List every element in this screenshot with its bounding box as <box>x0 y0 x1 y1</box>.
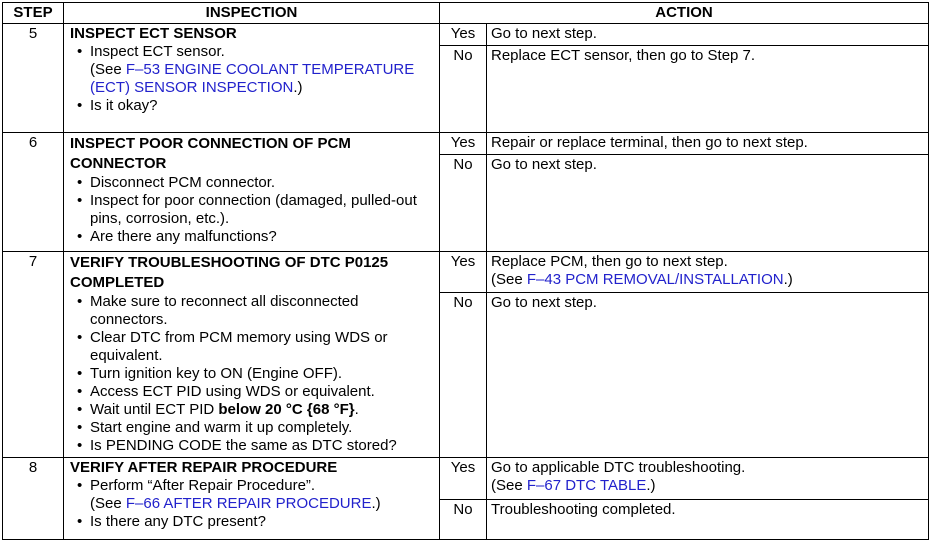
reference-suffix: .) <box>783 271 793 288</box>
step-number: 7 <box>3 252 64 458</box>
reference-link[interactable]: F–53 ENGINE COOLANT TEMPERATURE (ECT) SENSOR INSPECTION <box>90 61 415 96</box>
list-item: • Turn ignition key to ON (Engine OFF). <box>90 365 435 383</box>
header-step: STEP <box>3 3 64 24</box>
inspection-cell <box>64 24 440 133</box>
list-item: • Perform “After Repair Procedure”. <box>90 477 435 495</box>
inspection-title: VERIFY AFTER REPAIR PROCEDURE <box>70 459 338 476</box>
table-row <box>3 252 929 293</box>
list-item: • Is PENDING CODE the same as DTC stored? <box>90 437 435 455</box>
no-action: Go to next step. <box>487 293 929 458</box>
header-action: ACTION <box>440 3 929 24</box>
list-item: • Inspect for poor connection (damaged, pulled-out pins, corrosion, etc.). <box>90 192 435 228</box>
no-action: Troubleshooting completed. <box>487 500 929 540</box>
yes-label: Yes <box>440 133 487 155</box>
inspection-cell <box>64 133 440 252</box>
inspection-list <box>70 174 435 246</box>
inspection-title: INSPECT POOR CONNECTION OF PCM CONNECTOR <box>70 135 351 172</box>
reference-link[interactable]: F–67 DTC TABLE <box>526 477 647 494</box>
reference-suffix: .) <box>646 477 656 494</box>
inspection-list <box>70 293 435 455</box>
inspection-cell <box>64 252 440 458</box>
list-item: • Clear DTC from PCM memory using WDS or equivalent. <box>90 329 435 365</box>
inspection-title: VERIFY TROUBLESHOOTING OF DTC P0125 COMPLETED <box>70 254 389 291</box>
no-action: Replace ECT sensor, then go to Step 7. <box>487 46 929 133</box>
inspection-list <box>70 43 435 61</box>
reference-line <box>70 61 435 97</box>
yes-action: Go to applicable DTC troubleshooting. <box>491 459 746 476</box>
reference-line <box>491 271 924 289</box>
reference-suffix: .) <box>293 79 303 96</box>
yes-label: Yes <box>440 458 487 500</box>
reference-link[interactable]: F–43 PCM REMOVAL/INSTALLATION <box>526 271 784 288</box>
header-row <box>3 3 929 24</box>
inspection-list <box>70 513 435 531</box>
reference-prefix: (See <box>90 61 126 78</box>
list-item: • Inspect ECT sensor. <box>90 43 435 61</box>
reference-line <box>70 495 435 513</box>
reference-suffix: .) <box>371 495 381 512</box>
yes-action: Go to next step. <box>487 24 929 46</box>
no-label: No <box>440 46 487 133</box>
inspection-list <box>70 477 435 495</box>
step-number: 5 <box>3 24 64 133</box>
yes-action-cell <box>487 252 929 293</box>
table-row <box>3 24 929 46</box>
list-item: • Are there any malfunctions? <box>90 228 435 246</box>
list-item-emphasis: below 20 °C {68 °F} <box>218 401 355 418</box>
inspection-list <box>70 97 435 115</box>
troubleshooting-table <box>2 2 929 540</box>
yes-label: Yes <box>440 252 487 293</box>
yes-label: Yes <box>440 24 487 46</box>
list-item: • Access ECT PID using WDS or equivalent. <box>90 383 435 401</box>
list-item: • Is it okay? <box>90 97 435 115</box>
list-item-text: . <box>354 401 359 418</box>
reference-prefix: (See <box>491 271 527 288</box>
list-item: • Start engine and warm it up completely. <box>90 419 435 437</box>
yes-action: Replace PCM, then go to next step. <box>491 253 728 270</box>
reference-link[interactable]: F–66 AFTER REPAIR PROCEDURE <box>125 495 372 512</box>
list-item: • Make sure to reconnect all disconnected connectors. <box>90 293 435 329</box>
reference-prefix: (See <box>90 495 126 512</box>
inspection-title: INSPECT ECT SENSOR <box>70 25 237 42</box>
list-item <box>90 401 435 419</box>
header-inspection: INSPECTION <box>64 3 440 24</box>
step-number: 6 <box>3 133 64 252</box>
list-item: • Is there any DTC present? <box>90 513 435 531</box>
table-row <box>3 458 929 500</box>
yes-action: Repair or replace terminal, then go to next step. <box>487 133 929 155</box>
inspection-cell <box>64 458 440 540</box>
no-action: Go to next step. <box>487 155 929 252</box>
reference-prefix: (See <box>491 477 527 494</box>
list-item: • Disconnect PCM connector. <box>90 174 435 192</box>
yes-action-cell <box>487 458 929 500</box>
no-label: No <box>440 500 487 540</box>
no-label: No <box>440 293 487 458</box>
list-item-text: Wait until ECT PID <box>90 401 219 418</box>
reference-line <box>491 477 924 495</box>
no-label: No <box>440 155 487 252</box>
step-number: 8 <box>3 458 64 540</box>
table-row <box>3 133 929 155</box>
